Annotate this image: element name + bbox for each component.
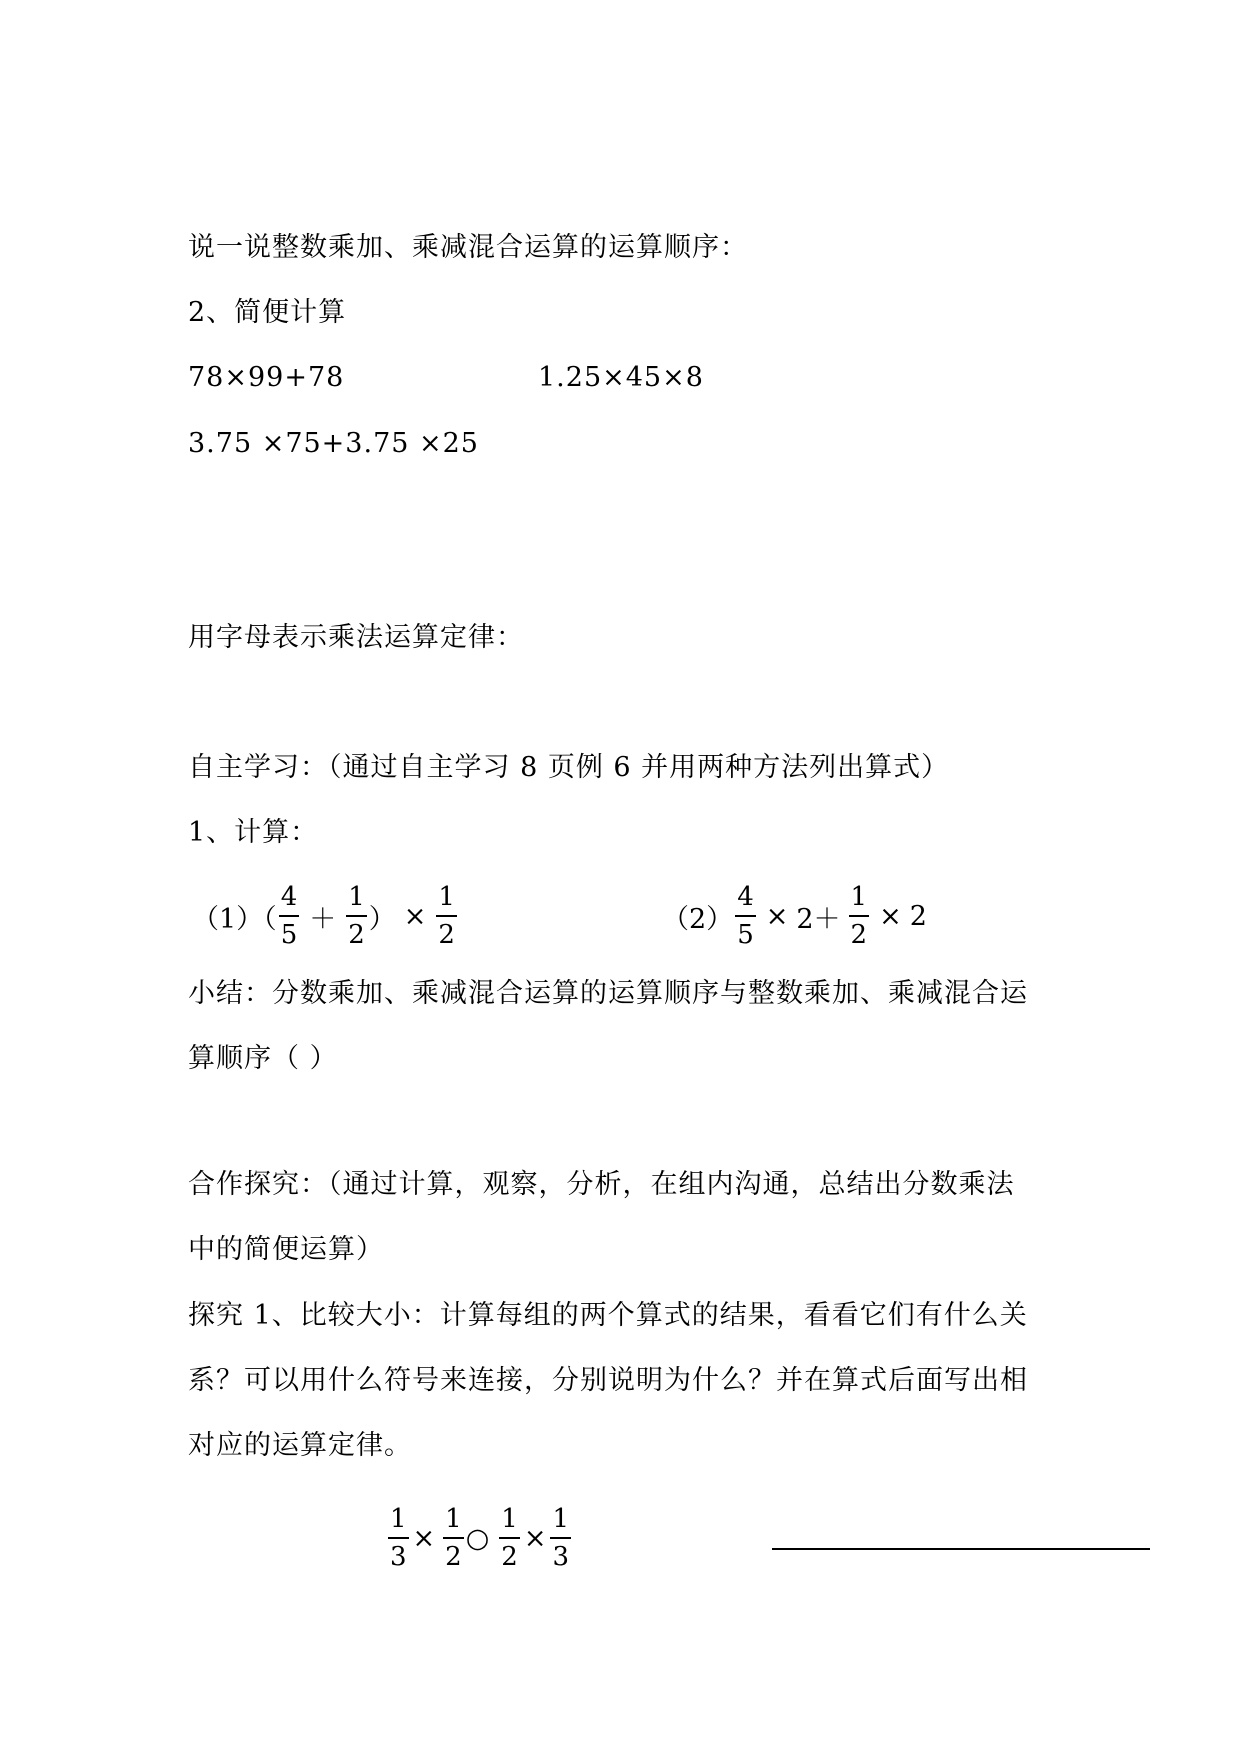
text-line-self-study: 自主学习：（通过自主学习 8 页例 6 并用两种方法列出算式） bbox=[188, 752, 950, 783]
expression-2: 1.25×45×8 bbox=[538, 362, 704, 393]
comparison-circle: ○ bbox=[465, 1522, 490, 1554]
fraction-denominator: 5 bbox=[280, 920, 298, 950]
fraction-bar bbox=[550, 1537, 571, 1539]
text-line-summary-2: 算顺序（ ） bbox=[188, 1043, 338, 1074]
fraction bbox=[550, 1504, 571, 1572]
text-line-order-question: 说一说整数乘加、乘减混合运算的运算顺序： bbox=[188, 232, 748, 263]
expression-1: 78×99+78 bbox=[188, 362, 345, 393]
text-line-explore-1: 探究 1、比较大小：计算每组的两个算式的结果，看看它们有什么关 bbox=[188, 1300, 1028, 1331]
math-expression-1 bbox=[192, 876, 459, 956]
fraction bbox=[346, 882, 367, 950]
fraction bbox=[735, 882, 756, 950]
fraction-denominator: 3 bbox=[390, 1542, 407, 1572]
fraction-bar bbox=[735, 915, 756, 917]
fraction bbox=[499, 1504, 520, 1572]
fraction bbox=[436, 882, 457, 950]
times-sign: × bbox=[765, 900, 789, 932]
fraction bbox=[388, 1504, 409, 1572]
math-expression-compare bbox=[386, 1498, 573, 1578]
times-sign: × bbox=[403, 900, 427, 932]
times-sign: × bbox=[879, 900, 902, 932]
fraction-numerator: 4 bbox=[737, 882, 754, 912]
times-sign: × bbox=[412, 1522, 436, 1554]
answer-blank-line bbox=[772, 1548, 1150, 1550]
fraction bbox=[443, 1504, 464, 1572]
two: 2 bbox=[909, 900, 927, 932]
fraction-bar bbox=[499, 1537, 520, 1539]
text-line-cooperate-1: 合作探究：（通过计算，观察，分析，在组内沟通，总结出分数乘法 bbox=[188, 1169, 1015, 1200]
math1-label: （1）（ bbox=[192, 903, 277, 935]
text-line-explore-3: 对应的运算定律。 bbox=[188, 1430, 412, 1461]
fraction-denominator: 2 bbox=[445, 1542, 462, 1572]
fraction-bar bbox=[849, 915, 870, 917]
fraction-bar bbox=[443, 1537, 464, 1539]
fraction-denominator: 2 bbox=[438, 920, 455, 950]
expression-3: 3.75 ×75+3.75 ×25 bbox=[188, 428, 479, 459]
fraction-denominator: 2 bbox=[850, 920, 868, 950]
fraction-denominator: 3 bbox=[552, 1542, 569, 1572]
fraction-numerator: 1 bbox=[348, 882, 365, 912]
fraction-numerator: 1 bbox=[438, 882, 455, 912]
two-plus: 2＋ bbox=[796, 903, 841, 935]
fraction-numerator: 1 bbox=[390, 1504, 407, 1534]
fraction-numerator: 1 bbox=[850, 882, 868, 912]
fraction bbox=[849, 882, 870, 950]
fraction-numerator: 4 bbox=[280, 882, 298, 912]
fraction-denominator: 2 bbox=[501, 1542, 518, 1572]
text-line-calc-heading: 1、计算： bbox=[188, 817, 319, 848]
fraction-denominator: 2 bbox=[348, 920, 365, 950]
text-line-summary-1: 小结：分数乘加、乘减混合运算的运算顺序与整数乘加、乘减混合运 bbox=[188, 978, 1028, 1009]
fraction-bar bbox=[436, 915, 457, 917]
times-sign: × bbox=[523, 1522, 547, 1554]
fraction bbox=[279, 882, 300, 950]
text-line-letter-laws: 用字母表示乘法运算定律： bbox=[188, 622, 524, 653]
math2-label: （2） bbox=[662, 903, 734, 935]
fraction-bar bbox=[279, 915, 300, 917]
plus-sign: ＋ bbox=[309, 903, 337, 935]
text-line-explore-2: 系？可以用什么符号来连接，分别说明为什么？并在算式后面写出相 bbox=[188, 1365, 1028, 1396]
fraction-numerator: 1 bbox=[445, 1504, 462, 1534]
fraction-bar bbox=[346, 915, 367, 917]
fraction-numerator: 1 bbox=[501, 1504, 518, 1534]
fraction-bar bbox=[388, 1537, 409, 1539]
fraction-numerator: 1 bbox=[552, 1504, 569, 1534]
close-paren: ） bbox=[368, 903, 396, 935]
text-line-simple-calc-heading: 2、简便计算 bbox=[188, 297, 347, 328]
math-expression-2 bbox=[662, 876, 927, 956]
text-line-cooperate-2: 中的简便运算） bbox=[188, 1234, 384, 1265]
fraction-denominator: 5 bbox=[737, 920, 754, 950]
